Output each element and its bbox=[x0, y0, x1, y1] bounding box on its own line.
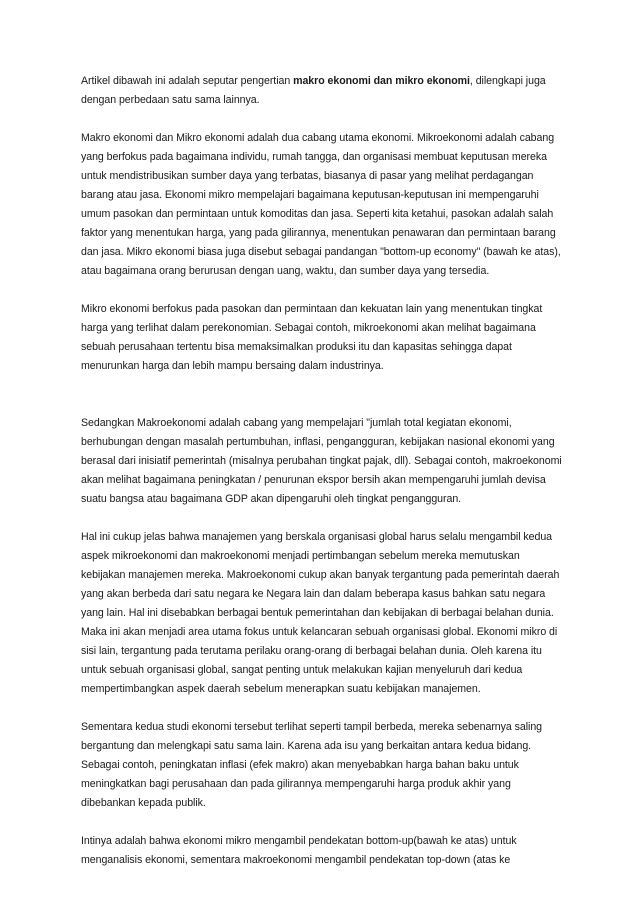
paragraph-mikro-focus: Mikro ekonomi berfokus pada pasokan dan permintaan dan kekuatan lain yang menentukan tingkat harga yang terlihat dalam perekonomian. Sebagai contoh, mikroekonomi akan melihat bagaimana sebuah perusahaan tertentu bisa memaksimalkan produksi itu dan kapasitas sehingga dapat menurunkan harga dan lebih mampu bersaing dalam industrinya. bbox=[81, 303, 543, 372]
intro-text-after: , dilengkapi juga dengan perbedaan satu sama lainnya. bbox=[81, 75, 546, 106]
intro-bold-term: makro ekonomi dan mikro ekonomi bbox=[293, 75, 470, 87]
paragraph-conclusion: Intinya adalah bahwa ekonomi mikro mengambil pendekatan bottom-up(bawah ke atas) untuk menganalisis ekonomi, sementara makroekonomi mengambil pendekatan top-down (atas ke bbox=[81, 835, 517, 866]
intro-text-before: Artikel dibawah ini adalah seputar pengertian bbox=[81, 75, 294, 87]
document-page bbox=[81, 72, 563, 889]
paragraph-makro-definition: Sedangkan Makroekonomi adalah cabang yang mempelajari "jumlah total kegiatan ekonomi, berhubungan dengan masalah pertumbuhan, inflasi, pengangguran, kebijakan nasional ekonomi yang berasal dari inisiatif pemerintah (misalnya perubahan tingkat pajak, dll). Sebagai contoh, makroekonomi akan melihat bagaimana peningkatan / penurunan ekspor bersih akan mempengaruhi jumlah devisa suatu bangsa atau bagaimana GDP akan dipengaruhi oleh tingkat pengangguran. bbox=[81, 417, 562, 505]
intro-paragraph bbox=[81, 72, 563, 110]
paragraph-makro-mikro-definition: Makro ekonomi dan Mikro ekonomi adalah dua cabang utama ekonomi. Mikroekonomi adalah cabang yang berfokus pada bagaimana individu, rumah tangga, dan organisasi membuat keputusan mereka untuk mendistribusikan sumber daya yang terbatas, biasanya di pasar yang melihat perdagangan barang atau jasa. Ekonomi mikro mempelajari bagaimana keputusan-keputusan ini mempengaruhi umum pasokan dan permintaan untuk komoditas dan jasa. Seperti kita ketahui, pasokan adalah salah faktor yang menentukan harga, yang pada gilirannya, menentukan penawaran dan permintaan barang dan jasa. Mikro ekonomi biasa juga disebut sebagai pandangan "bottom-up economy" (bawah ke atas), atau bagaimana orang berurusan dengan uang, waktu, dan sumber daya yang tersedia. bbox=[81, 132, 561, 277]
paragraph-interdependence: Sementara kedua studi ekonomi tersebut terlihat seperti tampil berbeda, mereka sebenarnya saling bergantung dan melengkapi satu sama lain. Karena ada isu yang berkaitan antara kedua bidang. Sebagai contoh, peningkatan inflasi (efek makro) akan menyebabkan harga bahan baku untuk meningkatkan bagi perusahaan dan pada gilirannya mempengaruhi harga produk akhir yang dibebankan kepada publik. bbox=[81, 721, 543, 809]
paragraph-global-management: Hal ini cukup jelas bahwa manajemen yang berskala organisasi global harus selalu mengambil kedua aspek mikroekonomi dan makroekonomi menjadi pertimbangan sebelum mereka memutuskan kebijakan manajemen mereka. Makroekonomi cukup akan banyak tergantung pada pemerintah daerah yang akan berbeda dari satu negara ke Negara lain dan dalam beberapa kasus bahkan satu negara yang lain. Hal ini disebabkan berbagai bentuk pemerintahan dan kebijakan di berbagai belahan dunia. Maka ini akan menjadi area utama fokus untuk kelancaran sebuah organisasi global. Ekonomi mikro di sisi lain, tergantung pada terutama perilaku orang-orang di berbagai belahan dunia. Oleh karena itu untuk sebuah organisasi global, sangat penting untuk melakukan kajian menyeluruh dari kedua mempertimbangkan aspek daerah sebelum menerapkan suatu kebijakan manajemen. bbox=[81, 531, 560, 695]
